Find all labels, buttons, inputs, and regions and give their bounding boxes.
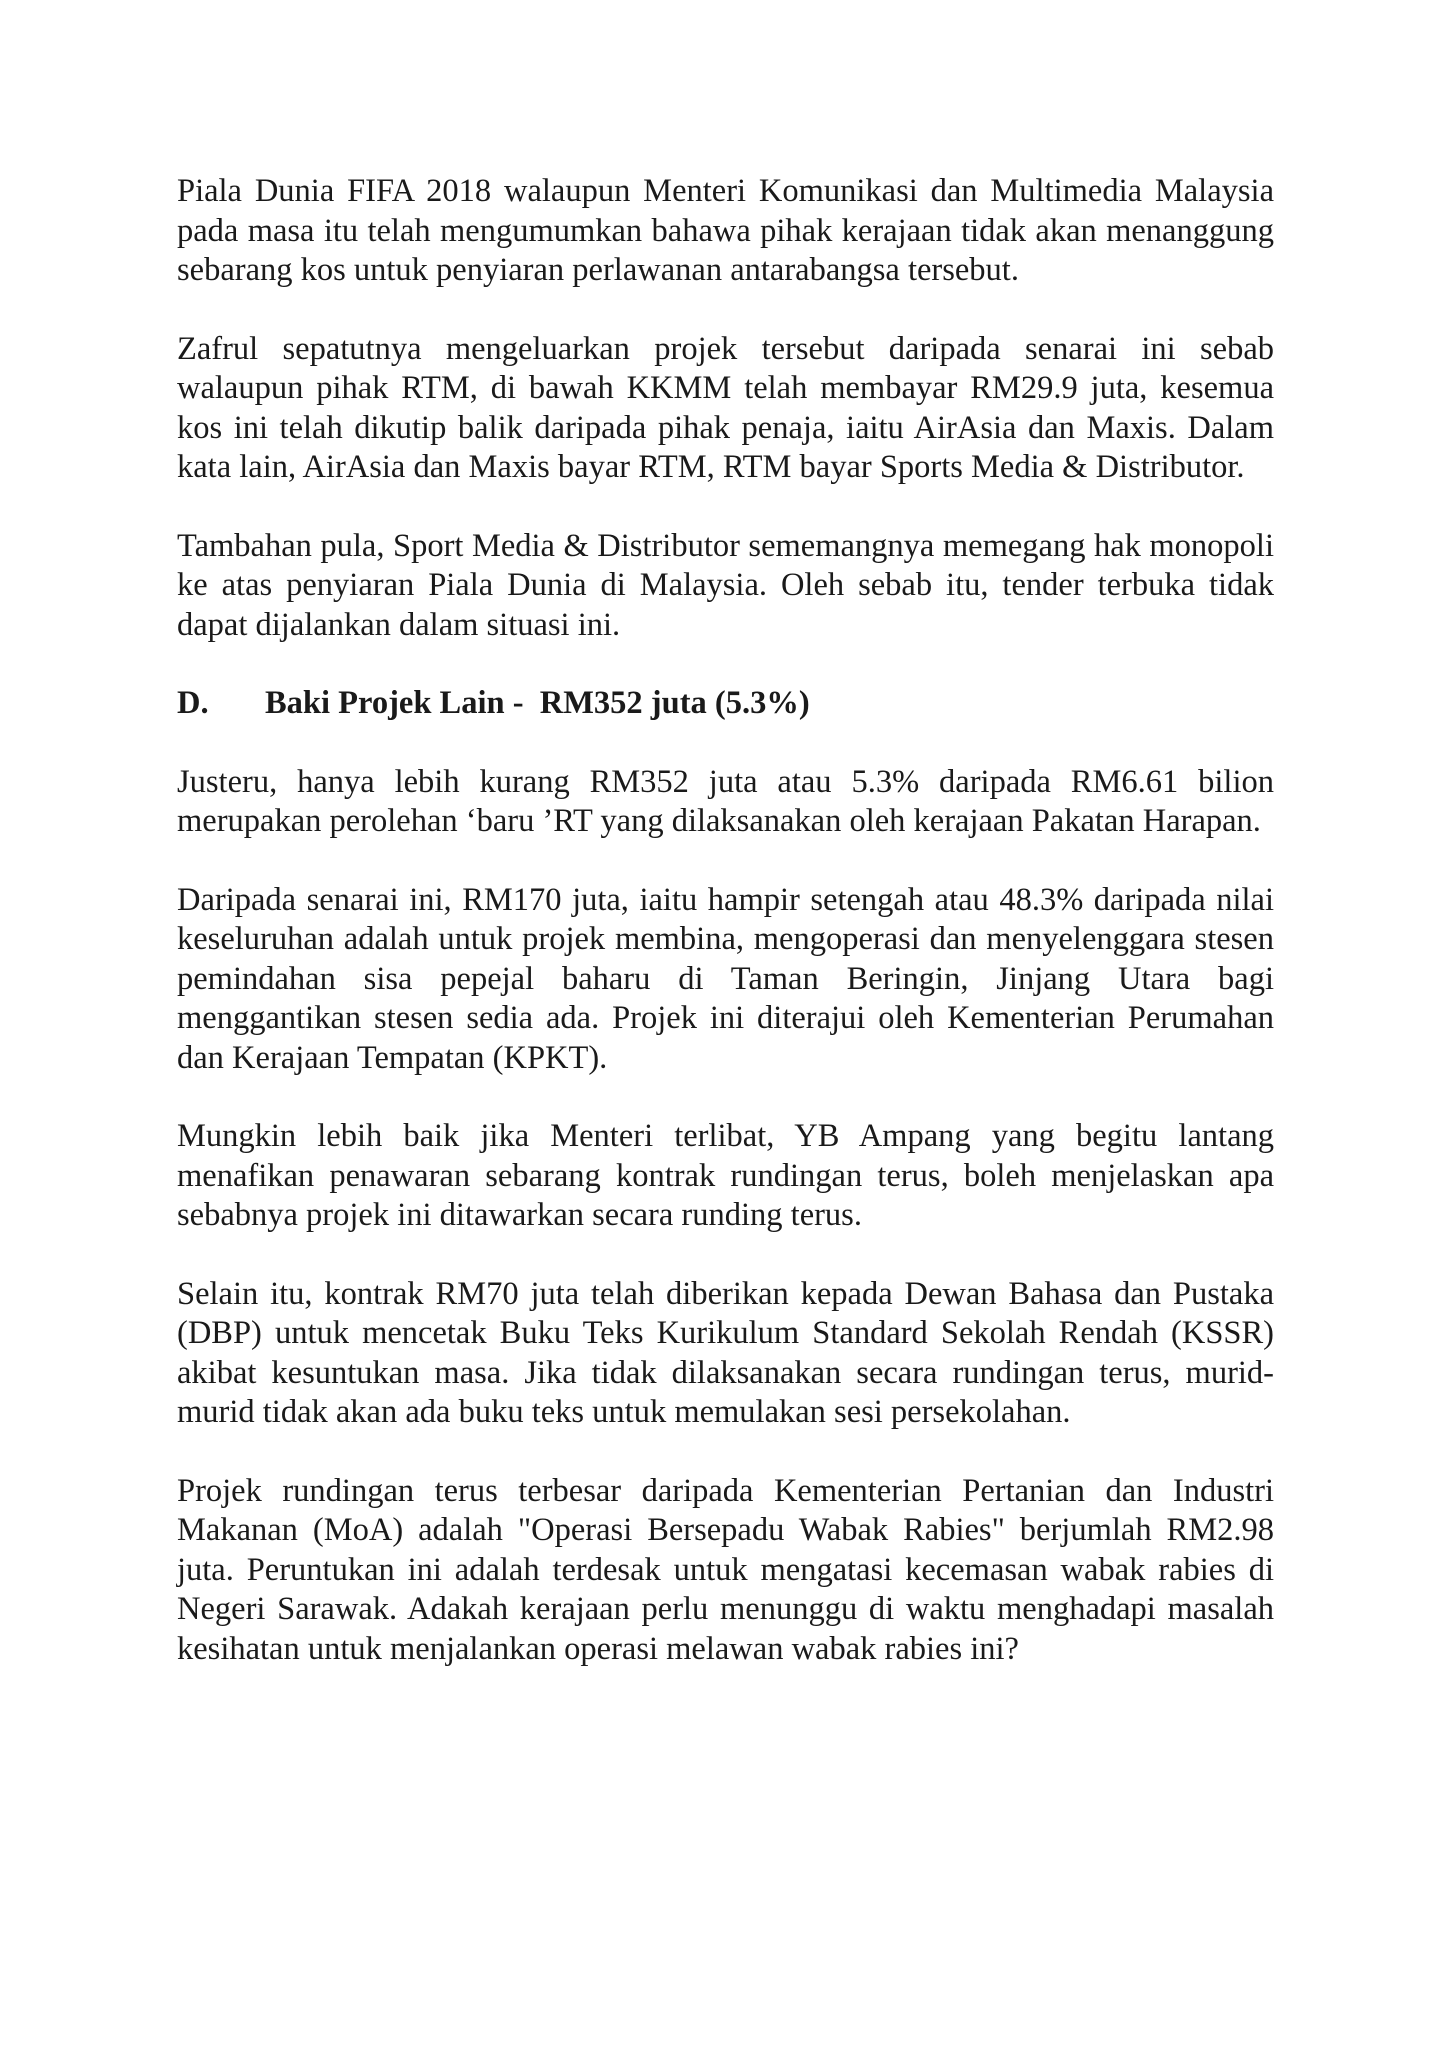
section-title: Baki Projek Lain - RM352 juta (5.3%): [265, 685, 810, 721]
paragraph-dbp-textbooks: Selain itu, kontrak RM70 juta telah diberikan kepada Dewan Bahasa dan Pustaka (DBP) untuk mencetak Buku Teks Kurikulum Standard Sekolah Rendah (KSSR) akibat kesuntukan masa. Jika tidak dilaksanakan secara rundingan terus, murid-murid tidak akan ada buku teks untuk memulakan sesi persekolahan.: [177, 1275, 1274, 1430]
section-letter: D.: [177, 685, 209, 721]
section-heading-d: [177, 684, 1274, 724]
document-body: [177, 172, 1274, 1708]
paragraph-fifa-broadcast: Piala Dunia FIFA 2018 walaupun Menteri Komunikasi dan Multimedia Malaysia pada masa itu telah mengumumkan bahawa pihak kerajaan tidak akan menanggung sebarang kos untuk penyiaran perlawanan antarabangsa tersebut.: [177, 173, 1274, 288]
paragraph-zafrul-rtm: Zafrul sepatutnya mengeluarkan projek tersebut daripada senarai ini sebab walaupun pihak RTM, di bawah KKMM telah membayar RM29.9 juta, kesemua kos ini telah dikutip balik daripada pihak penaja, iaitu AirAsia dan Maxis. Dalam kata lain, AirAsia dan Maxis bayar RTM, RTM bayar Sports Media & Distributor.: [177, 330, 1274, 485]
paragraph-rm170-waste-station: Daripada senarai ini, RM170 juta, iaitu hampir setengah atau 48.3% daripada nilai keseluruhan adalah untuk projek membina, mengoperasi dan menyelenggara stesen pemindahan sisa pepejal baharu di Taman Beringin, Jinjang Utara bagi menggantikan stesen sedia ada. Projek ini diterajui oleh Kementerian Perumahan dan Kerajaan Tempatan (KPKT).: [177, 881, 1274, 1076]
paragraph-rm352-procurement: Justeru, hanya lebih kurang RM352 juta atau 5.3% daripada RM6.61 bilion merupakan perolehan ‘baru ’RT yang dilaksanakan oleh kerajaan Pakatan Harapan.: [177, 763, 1274, 839]
paragraph-sport-media-monopoly: Tambahan pula, Sport Media & Distributor sememangnya memegang hak monopoli ke atas penyiaran Piala Dunia di Malaysia. Oleh sebab itu, tender terbuka tidak dapat dijalankan dalam situasi ini.: [177, 527, 1274, 643]
paragraph-yb-ampang: Mungkin lebih baik jika Menteri terlibat, YB Ampang yang begitu lantang menafikan penawaran sebarang kontrak rundingan terus, boleh menjelaskan apa sebabnya projek ini ditawarkan secara runding terus.: [177, 1118, 1274, 1233]
paragraph-rabies-operation: Projek rundingan terus terbesar daripada Kementerian Pertanian dan Industri Makanan (MoA) adalah "Operasi Bersepadu Wabak Rabies" berjumlah RM2.98 juta. Peruntukan ini adalah terdesak untuk mengatasi kecemasan wabak rabies di Negeri Sarawak. Adakah kerajaan perlu menunggu di waktu menghadapi masalah kesihatan untuk menjalankan operasi melawan wabak rabies ini?: [177, 1472, 1274, 1667]
